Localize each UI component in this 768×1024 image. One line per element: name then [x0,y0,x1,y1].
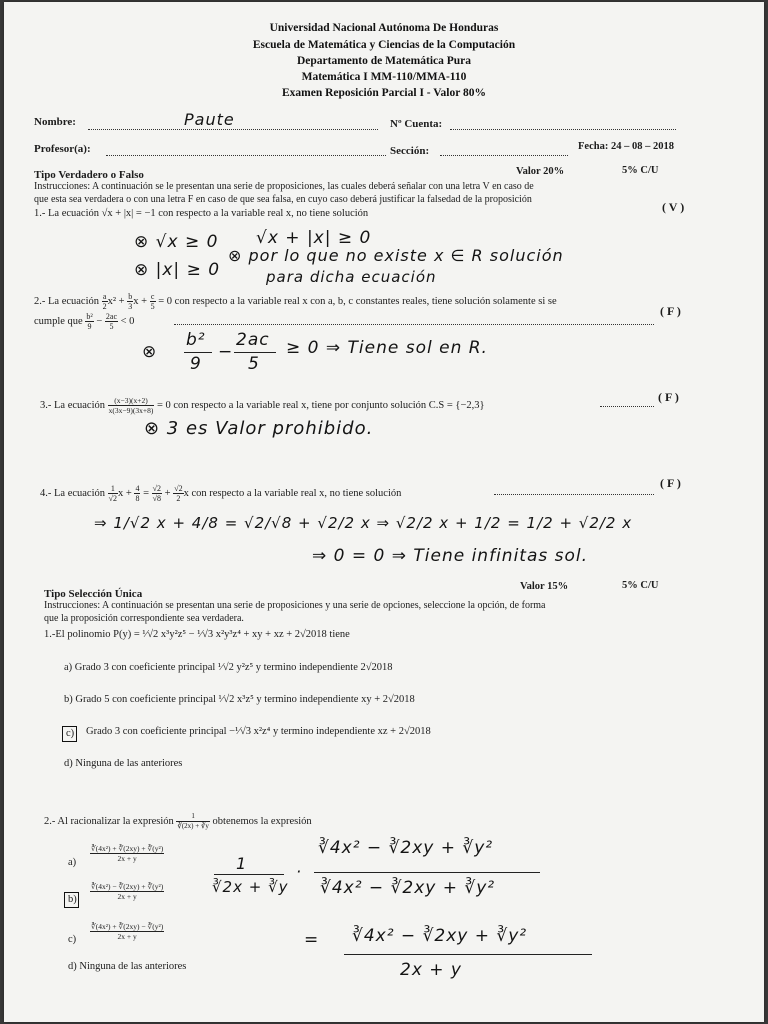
q2-work-den1: 9 [190,354,202,374]
s2-q2-work-frac-num: 1 [236,854,248,873]
q2-work-bar2 [234,352,276,353]
s2-q2-text-a: 2.- Al racionalizar la expresión [44,815,174,827]
s2-q2-option-a-letter[interactable]: a) [68,857,77,868]
q3-dotted-leader [600,406,654,407]
profesor-line[interactable] [106,155,386,156]
section1-pct: 5% C/U [622,165,659,176]
q2-dotted-leader [174,324,654,325]
q2-work-conclusion: ≥ 0 ⇒ Tiene sol en R. [286,338,488,358]
seccion-label: Sección: [390,145,430,157]
s2-q1-option-c[interactable]: Grado 3 con coeficiente principal −¹⁄√3 x²z⁴ y termino independiente xz + 2√2018 [86,726,431,737]
s2-q2-option-a-den: 2x + y [117,854,137,863]
s2-q1-option-d[interactable]: d) Ninguna de las anteriores [64,758,183,769]
s2-question2-text [44,812,312,831]
s2-q2-work-bar0 [214,874,284,875]
nombre-handwritten: Paute [184,110,235,129]
s2-q1-option-a[interactable]: a) Grado 3 con coeficiente principal ¹⁄√2 y²z⁵ y termino independiente 2√2018 [64,662,393,673]
question2-answer[interactable]: ( F ) [660,304,681,318]
section2-instructions-1: Instrucciones: A continuación se presentan una serie de proposiciones y una serie de opciones, seleccione la opción, de forma [44,600,546,611]
s2-q2-work-num2: ∛4x² − ∛2xy + ∛y² [352,926,528,946]
s2-q2-option-b-num: ∛(4x²) − ∛(2xy) + ∛(y²) [91,882,164,891]
header-department: Departamento de Matemática Pura [296,55,472,67]
section2-title: Tipo Selección Única [44,588,143,600]
section2-valor: Valor 15% [520,581,569,592]
s2-q2-option-b-letter[interactable]: b) [68,894,77,905]
question2-condition: cumple que $\frac{\text{b²}}{9}$ − $\frac{2ac}{5}$ < 0 [34,312,135,331]
s2-q2-option-c[interactable] [90,922,164,941]
s2-q2-option-a[interactable] [90,844,164,863]
s2-q2-option-a-num: ∛(4x²) + ∛(2xy) + ∛(y²) [91,844,164,853]
q4-text-b: con respecto a la variable real x, no tiene solución [191,487,402,499]
s2-q2-work-den1: ∛4x² − ∛2xy + ∛y² [320,878,496,898]
q4-dotted-leader [494,494,654,495]
section1-valor: Valor 20% [516,166,565,177]
question4-answer[interactable]: ( F ) [660,476,681,490]
q2-text-d: = 0 con respecto a la variable real x con a, b, c constantes reales, tiene solución solamente si se [158,295,557,307]
q1-work-line2a: ⊗ |x| ≥ 0 [134,260,221,280]
q2-work-bar1 [184,352,212,353]
q2-work-minus: − [218,342,234,362]
header-course: Matemática I MM-110/MMA-110 [301,71,467,83]
section1-title: Tipo Verdadero o Falso [34,169,144,181]
s2-question1-text: 1.-El polinomio P(y) = ¹⁄√2 x³y²z⁵ − ¹⁄√3 x²y³z⁴ + xy + xz + 2√2018 tiene [44,629,350,640]
section2-instructions-2: que la proposición correspondiente sea verdadera. [44,613,244,624]
s2-q2-frac-den: ∛(2x) + ∛y [177,822,209,830]
s2-q2-work-frac-den: ∛2x + ∛y [212,878,289,896]
s2-q2-option-b-den: 2x + y [117,892,137,901]
q2-work-num2: 2ac [236,330,270,350]
s2-q2-frac-num: 1 [176,812,210,822]
s2-q2-option-c-letter[interactable]: c) [68,934,77,945]
s2-q2-work-dot: · [296,862,303,881]
nombre-line[interactable] [88,129,378,130]
s2-q2-option-c-num: ∛(4x²) + ∛(2xy) − ∛(y²) [91,922,164,931]
question1-answer[interactable]: ( V ) [662,200,685,214]
header-exam: Examen Reposición Parcial I - Valor 80% [281,87,487,99]
q1-work-line3: para dicha ecuación [266,268,437,286]
cuenta-line[interactable] [450,129,676,130]
fecha-label: Fecha: 24 – 08 – 2018 [578,141,674,152]
q3-work: ⊗ 3 es Valor prohibido. [144,418,374,439]
q3-text-b: = 0 con respecto a la variable real x, tiene por conjunto solución C.S = {−2,3} [156,399,485,411]
s2-q1-option-b[interactable]: b) Grado 5 con coeficiente principal ¹⁄√2 x³z⁵ y termino independiente xy + 2√2018 [64,694,415,705]
q2-work-num1: b² [186,330,206,350]
profesor-label: Profesor(a): [34,143,91,155]
q4-work-line1: ⇒ 1/√2 x + 4/8 = √2/√8 + √2/2 x ⇒ √2/2 x + 1/2 = 1/2 + √2/2 x [94,514,633,532]
q3-text-a: 3.- La ecuación [40,399,106,411]
seccion-line[interactable] [440,155,568,156]
q2-text-e: cumple que [34,315,83,327]
s2-q2-work-den2: 2x + y [400,960,462,980]
q2-text-f: < 0 [120,315,135,327]
header-school: Escuela de Matemática y Ciencias de la Computación [252,39,516,51]
s2-q2-work-bar1 [314,872,540,873]
q1-work-line2b: ⊗ por lo que no existe x ∈ R solución [228,246,564,265]
section2-pct: 5% C/U [622,580,659,591]
s2-q2-work-bar2 [344,954,592,955]
q3-frac-den: x(3x−9)(3x+8) [108,406,154,415]
q1-work-line1b: √x + |x| ≥ 0 [256,228,372,248]
s2-q2-option-b[interactable] [90,882,164,901]
header-university: Universidad Nacional Autónoma De Honduras [269,22,499,34]
q2-work-den2: 5 [248,354,260,374]
nombre-label: Nombre: [34,116,76,128]
s2-q2-option-d[interactable]: d) Ninguna de las anteriores [68,961,187,972]
question1-text: 1.- La ecuación √x + |x| = −1 con respecto a la variable real x, no tiene solución [34,208,369,219]
cuenta-label: Nº Cuenta: [390,118,443,130]
section1-instructions-2: que esta sea verdadera o con una letra F en caso de que sea falsa, en cuyo caso deberá justificar la falsedad de la proposición [34,194,532,205]
s2-q2-work-equals: = [304,930,320,950]
q2-work-mark: ⊗ [142,342,158,362]
section1-instructions-1: Instrucciones: A continuación se le presentan una serie de proposiciones, las cuales deberá señalar con una letra V en caso de [34,181,534,192]
question3-text [40,396,485,415]
q2-text-b: x² + [107,295,125,307]
q4-work-line2: ⇒ 0 = 0 ⇒ Tiene infinitas sol. [312,546,589,566]
question4-text: 4.- La ecuación $\frac{1}{√2}$ x + $\frac{4}{8}$ = $\frac{√2}{√8}$ + $\frac{√2}{2}$ x con respecto a la variable real x, no tiene solución [40,484,402,503]
q4-text-a: 4.- La ecuación [40,487,106,499]
question2-text: 2.- La ecuación $\frac{a}{2}$ x² + $\frac{b}{3}$ x + $\frac{c}{5}$ = 0 con respecto a la variable real x con a, b, c constantes reales, tiene solución solamente si se [34,292,557,311]
exam-page [4,2,764,1022]
s2-q2-option-c-den: 2x + y [117,932,137,941]
q2-text-c: x + [133,295,148,307]
q2-text-a: 2.- La ecuación [34,295,100,307]
s2-q1-option-c-letter[interactable]: c) [66,728,75,739]
q1-work-line1a: ⊗ √x ≥ 0 [134,232,219,252]
s2-q2-work-num1: ∛4x² − ∛2xy + ∛y² [318,838,494,858]
s2-q2-text-b: obtenemos la expresión [212,815,312,827]
question3-answer[interactable]: ( F ) [658,390,679,404]
q3-frac-num: (x−3)(x+2) [108,396,155,406]
